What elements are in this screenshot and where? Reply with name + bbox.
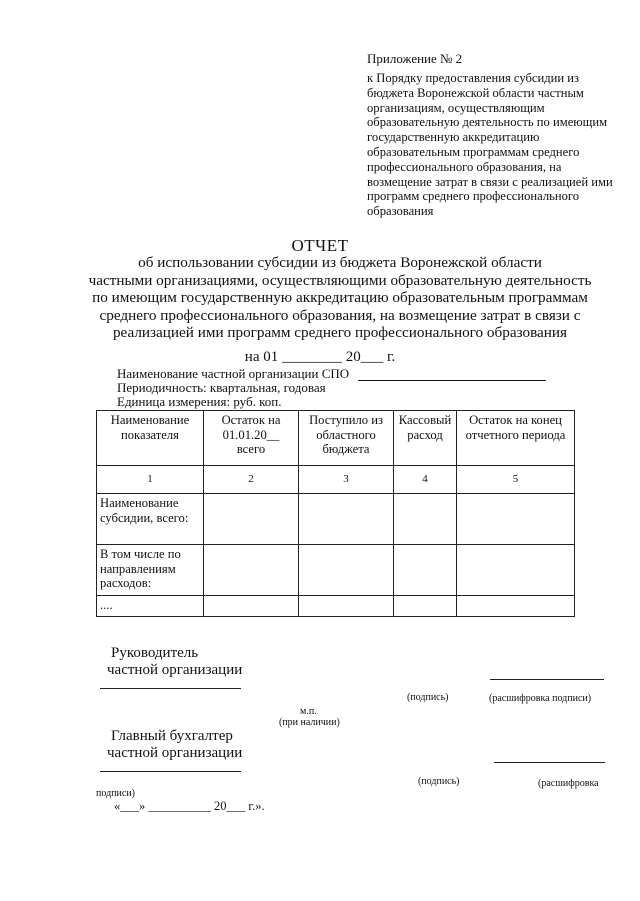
table-cell [204,596,299,617]
stamp-label: м.п. [300,706,317,717]
column-number: 3 [299,466,394,494]
column-number: 1 [97,466,204,494]
org-name-row [117,367,546,381]
accountant-decode-caption-cont: подписи) [96,788,135,799]
appendix-text: к Порядку предоставления субсидии из бюджета Воронежской области частным организациям, осуществляющим образовательную деятельность по имеющим государственную аккредитацию образовательным программам среднего профессионального образования, на возмещение затрат в связи с реализацией ими программ среднего профессионального образования [367,71,613,219]
subtitle-line: среднего профессионального образования, на возмещение затрат в связи с [99,306,581,324]
table-cell [299,545,394,596]
stamp-note: (при наличии) [279,717,340,728]
header-received: Поступило из областного бюджета [299,411,394,466]
table-row [97,494,575,545]
report-title: ОТЧЕТ [291,236,349,255]
org-name-label: Наименование частной организации СПО [117,366,350,381]
subtitle-line: частными организациями, осуществляющими образовательную деятельность [88,271,592,289]
report-period: на 01 ________ 20___ г. [244,349,396,365]
table-column-numbers-row [97,466,575,494]
accountant-name-line [100,771,241,772]
subtitle-line: по имеющим государственную аккредитацию образовательным программам [92,289,588,306]
header-cash-expense: Кассовый расход [394,411,457,466]
table-cell [204,494,299,545]
appendix-title: Приложение № 2 [367,51,463,66]
decode-caption: (расшифровка подписи) [489,693,592,704]
org-name-blank [358,380,546,381]
table-cell [204,545,299,596]
date-line: «___» __________ 20___ г.». [114,799,265,813]
subtitle-line: реализацией ими программ среднего профессионального образования [112,324,568,341]
table-row [97,596,575,617]
row-label: .... [97,596,204,617]
accountant-decode-caption: (расшифровка [538,778,599,789]
column-number: 2 [204,466,299,494]
head-label: Руководитель [111,645,199,661]
header-balance-end: Остаток на конец отчетного периода [457,411,575,466]
table-header-row [97,411,575,466]
unit-of-measure: Единица измерения: руб. коп. [117,394,282,409]
table-cell [299,596,394,617]
table-cell [394,494,457,545]
accountant-signature-line [494,762,605,763]
accountant-signature-caption: (подпись) [418,776,460,787]
accountant-label: Главный бухгалтер [111,728,233,744]
periodicity: Периодичность: квартальная, годовая [117,380,326,395]
report-table [96,410,575,617]
accountant-org-label: частной организации [107,745,243,761]
column-number: 4 [394,466,457,494]
table-cell [394,596,457,617]
header-balance-start: Остаток на 01.01.20__ всего [204,411,299,466]
head-org-label: частной организации [107,662,243,678]
table-row [97,545,575,596]
table-cell [394,545,457,596]
header-indicator-name: Наименование показателя [97,411,204,466]
column-number: 5 [457,466,575,494]
subtitle-line: об использовании субсидии из бюджета Воронежской области [138,254,542,271]
table-cell [457,596,575,617]
head-name-line [100,688,241,689]
row-label: В том числе по направлениям расходов: [97,545,204,596]
report-subtitle [60,254,620,342]
table-cell [457,494,575,545]
head-signature-line [490,679,604,680]
row-label: Наименование субсидии, всего: [97,494,204,545]
table-cell [457,545,575,596]
signature-caption: (подпись) [407,692,449,703]
table-cell [299,494,394,545]
